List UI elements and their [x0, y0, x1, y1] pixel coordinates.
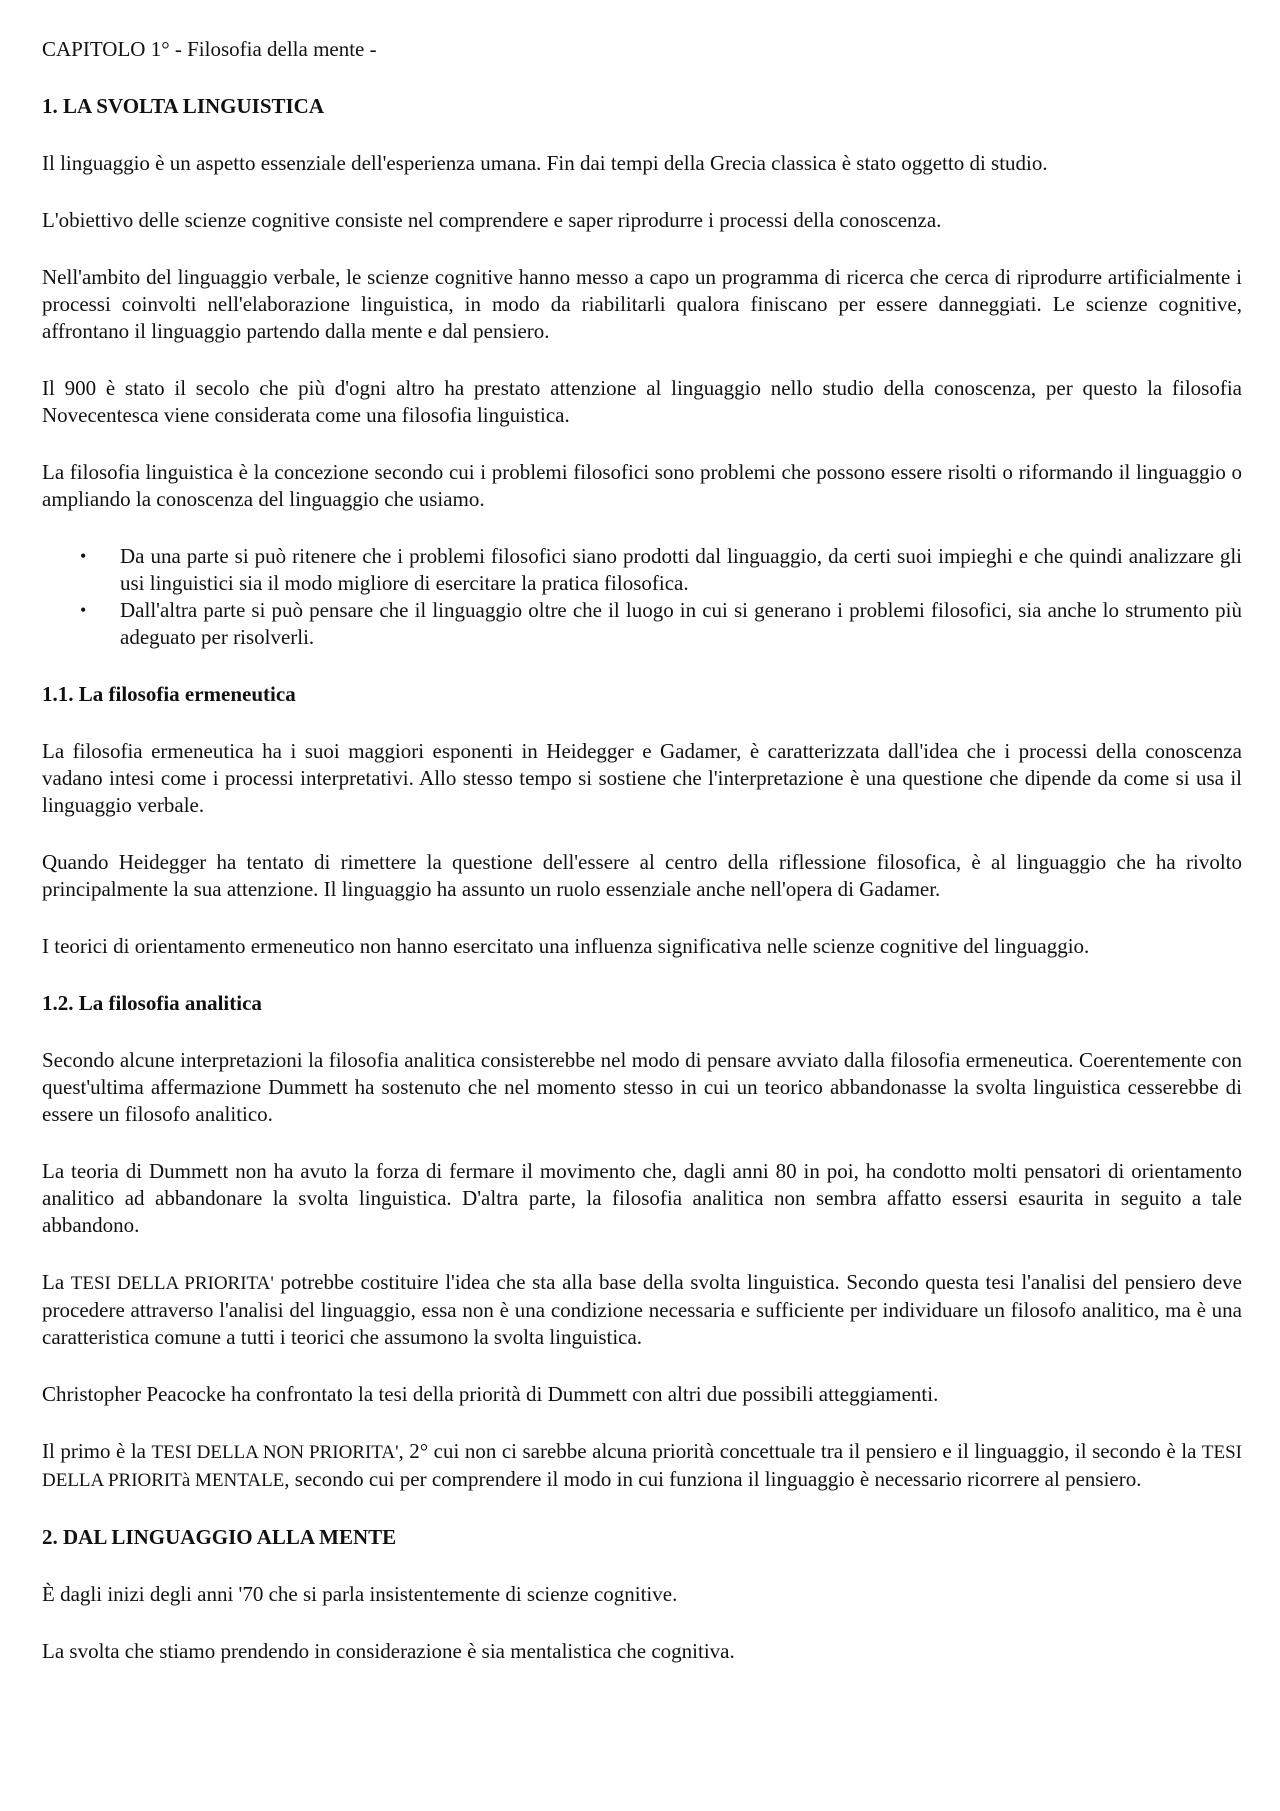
paragraph: Il 900 è stato il secolo che più d'ogni altro ha prestato attenzione al linguaggio nello studio della conoscenza, per questo la filosofia Novecentesca viene considerata come una filosofia linguistica. [42, 376, 1242, 427]
paragraph: La svolta che stiamo prendendo in considerazione è sia mentalistica che cognitiva. [42, 1639, 735, 1663]
text-run: , 2° cui non ci sarebbe alcuna priorità concettuale tra il pensiero e il linguaggio, il secondo è la [398, 1439, 1202, 1463]
section-heading-dal-linguaggio-alla-mente: 2. DAL LINGUAGGIO ALLA MENTE [42, 1525, 397, 1549]
paragraph: L'obiettivo delle scienze cognitive consiste nel comprendere e saper riprodurre i processi della conoscenza. [42, 208, 942, 232]
thesis-name: TESI DELLA NON PRIORITA' [151, 1442, 399, 1463]
paragraph: La teoria di Dummett non ha avuto la forza di fermare il movimento che, dagli anni 80 in poi, ha condotto molti pensatori di orientamento analitico ad abbandonare la svolta linguistica. D'altra parte, la filosofia analitica non sembra affatto essersi esaurita in seguito a tale abbandono. [42, 1159, 1242, 1237]
list-item-text: Da una parte si può ritenere che i problemi filosofici siano prodotti dal linguaggio, da certi suoi impieghi e che quindi analizzare gli usi linguistici sia il modo migliore di esercitare la pratica filosofica. [120, 544, 1242, 595]
list-item [42, 543, 1242, 597]
thesis-name: TESI DELLA PRIORITà MENTALE [42, 1442, 1242, 1491]
bullet-list [42, 543, 1242, 651]
paragraph: Quando Heidegger ha tentato di rimettere la questione dell'essere al centro della riflessione filosofica, è al linguaggio che ha rivolto principalmente la sua attenzione. Il linguaggio ha assunto un ruolo essenziale anche nell'opera di Gadamer. [42, 850, 1242, 901]
paragraph: Secondo alcune interpretazioni la filosofia analitica consisterebbe nel modo di pensare avviato dalla filosofia ermeneutica. Coerentemente con quest'ultima affermazione Dummett ha sostenuto che nel momento stesso in cui un teorico abbandonasse la svolta linguistica cesserebbe di essere un filosofo analitico. [42, 1048, 1242, 1126]
paragraph: È dagli inizi degli anni '70 che si parla insistentemente di scienze cognitive. [42, 1582, 678, 1606]
chapter-title: CAPITOLO 1° - Filosofia della mente - [42, 37, 377, 61]
list-item-text: Dall'altra parte si può pensare che il linguaggio oltre che il luogo in cui si generano i problemi filosofici, sia anche lo strumento più adeguato per risolverli. [120, 598, 1242, 649]
section-heading-filosofia-analitica: 1.2. La filosofia analitica [42, 991, 262, 1015]
paragraph: La filosofia ermeneutica ha i suoi maggiori esponenti in Heidegger e Gadamer, è caratterizzata dall'idea che i processi della conoscenza vadano intesi come i processi interpretativi. Allo stesso tempo si sostiene che l'interpretazione è una questione che dipende da come si usa il linguaggio verbale. [42, 739, 1242, 817]
text-run: potrebbe costituire l'idea che sta alla base della svolta linguistica. Secondo questa tesi l'analisi del pensiero deve procedere attraverso l'analisi del linguaggio, essa non è una condizione necessaria e sufficiente per individuare un filosofo analitico, ma è una caratteristica comune a tutti i teorici che assumono la svolta linguistica. [42, 1270, 1242, 1349]
section-heading-filosofia-ermeneutica: 1.1. La filosofia ermeneutica [42, 682, 296, 706]
paragraph: Nell'ambito del linguaggio verbale, le scienze cognitive hanno messo a capo un programma di ricerca che cerca di riprodurre artificialmente i processi coinvolti nell'elaborazione linguistica, in modo da riabilitarli qualora finiscano per essere danneggiati. Le scienze cognitive, affrontano il linguaggio partendo dalla mente e dal pensiero. [42, 265, 1242, 343]
text-run: Il primo è la [42, 1439, 152, 1463]
paragraph: I teorici di orientamento ermeneutico non hanno esercitato una influenza significativa nelle scienze cognitive del linguaggio. [42, 934, 1090, 958]
thesis-name: TESI DELLA PRIORITA' [70, 1273, 274, 1294]
paragraph [42, 1438, 1242, 1494]
text-run: La [42, 1270, 71, 1294]
document-page [42, 36, 1242, 1695]
paragraph: Christopher Peacocke ha confrontato la tesi della priorità di Dummett con altri due possibili atteggiamenti. [42, 1382, 939, 1406]
bullet-icon: • [80, 600, 87, 620]
list-item [42, 597, 1242, 651]
paragraph [42, 1269, 1242, 1351]
bullet-icon: • [80, 546, 87, 566]
text-run: , secondo cui per comprendere il modo in cui funziona il linguaggio è necessario ricorrere al pensiero. [284, 1467, 1142, 1491]
paragraph: Il linguaggio è un aspetto essenziale dell'esperienza umana. Fin dai tempi della Grecia classica è stato oggetto di studio. [42, 151, 1048, 175]
section-heading-svolta-linguistica: 1. LA SVOLTA LINGUISTICA [42, 94, 325, 118]
paragraph: La filosofia linguistica è la concezione secondo cui i problemi filosofici sono problemi che possono essere risolti o riformando il linguaggio o ampliando la conoscenza del linguaggio che usiamo. [42, 460, 1242, 511]
